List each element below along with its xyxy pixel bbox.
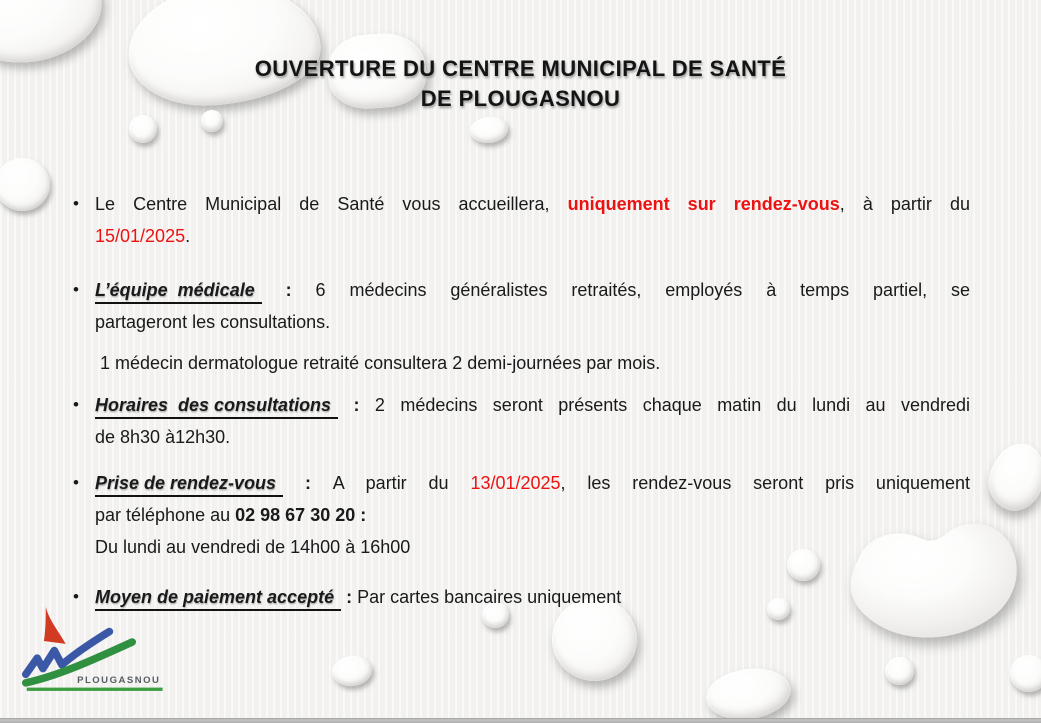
highlight-rendez-vous: uniquement sur rendez-vous (567, 194, 840, 214)
logo-underline (27, 688, 163, 691)
bullet-line (95, 581, 970, 613)
bullet-dot: • (73, 194, 79, 213)
separator-colon: : (341, 587, 358, 607)
text-run: : (355, 505, 367, 525)
sub-line-dermatologue (72, 347, 970, 379)
droplet-icon (331, 654, 374, 688)
logo-text: PLOUGASNOU (77, 674, 161, 686)
bullet-dot: • (73, 587, 79, 606)
text-run: par téléphone au (95, 505, 236, 525)
bullet-item-horaires (72, 389, 970, 453)
text-run: 2 médecins seront présents chaque matin du lundi au vendredi (374, 395, 971, 415)
bottom-border (0, 718, 1041, 723)
heading-equipe-medicale: L’équipe médicale (95, 280, 262, 304)
droplet-icon (0, 158, 50, 211)
text-run: A partir du (332, 473, 471, 493)
bullet-line (95, 220, 970, 252)
bullet-line: partageront les consultations. (95, 312, 331, 332)
heading-prise-rdv: Prise de rendez-vous (95, 473, 283, 497)
droplet-icon (885, 657, 914, 685)
plougasnou-logo (22, 604, 174, 699)
separator-colon: : (338, 395, 375, 415)
heading-paiement: Moyen de paiement accepté (95, 587, 341, 611)
text-run: Par cartes bancaires uniquement (357, 587, 622, 607)
bullet-dot: • (73, 395, 79, 414)
droplet-icon (1010, 655, 1041, 692)
body-text (72, 118, 970, 613)
bullet-line (95, 274, 970, 306)
page-title (0, 54, 1041, 114)
date-prise-rdv: 13/01/2025 (470, 473, 561, 493)
separator-colon: : (261, 280, 316, 300)
bullet-item-equipe (72, 274, 970, 338)
bullet-dot: • (73, 473, 79, 492)
text-run: 1 médecin dermatologue retraité consultera 2 demi-journées par mois. (100, 353, 661, 373)
page-title-line1: OUVERTURE DU CENTRE MUNICIPAL DE SANTÉ (254, 56, 787, 81)
text-run: , les rendez-vous seront pris uniquement (560, 473, 971, 493)
text-run: Le Centre Municipal de Santé vous accueillera, (95, 194, 568, 214)
bullet-line (95, 188, 970, 220)
bullet-item-paiement (72, 581, 970, 613)
bullet-line: Du lundi au vendredi de 14h00 à 16h00 (95, 537, 411, 557)
bullet-line (95, 467, 970, 499)
text-run: . (185, 226, 191, 246)
phone-number: 02 98 67 30 20 (235, 505, 356, 525)
separator-colon: : (283, 473, 333, 493)
date-ouverture: 15/01/2025 (95, 226, 186, 246)
bullet-line (95, 499, 970, 531)
bullet-dot: • (73, 280, 79, 299)
text-run: 6 médecins généralistes retraités, employés à temps partiel, se (315, 280, 970, 300)
heading-horaires: Horaires des consultations (95, 395, 338, 419)
bullet-line: de 8h30 à12h30. (95, 427, 231, 447)
bullet-line (95, 389, 970, 421)
logo-sail-icon (44, 607, 66, 644)
text-run: , à partir du (839, 194, 970, 214)
bullet-item-accueil (72, 188, 970, 252)
page-title-line2: DE PLOUGASNOU (420, 86, 621, 111)
droplet-icon (703, 663, 794, 723)
bullet-item-rendez-vous (72, 467, 970, 563)
